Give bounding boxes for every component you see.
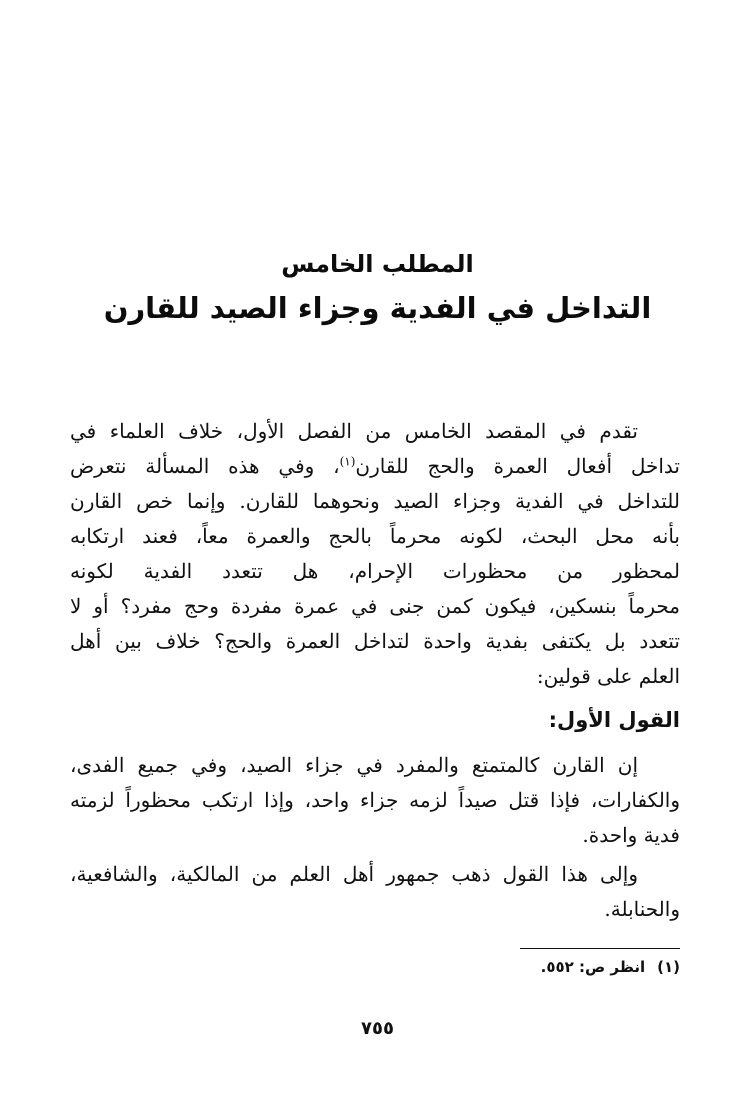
line-part: تداخل أفعال العمرة والحج للقارن — [355, 454, 680, 478]
line-part: ، وفي هذه المسألة نتعرض — [70, 454, 340, 478]
paragraph-line: فدية واحدة. — [582, 823, 680, 847]
paragraph-line: وإلى هذا القول ذهب جمهور أهل العلم من المالكية، والشافعية، — [70, 862, 638, 886]
paragraph-line: والكفارات، فإذا قتل صيداً لزمه جزاء واحد، وإذا ارتكب محظوراً لزمته — [70, 788, 680, 812]
footnote-marker[interactable]: (١) — [339, 454, 356, 469]
subject-title: التداخل في الفدية وجزاء الصيد للقارن — [103, 291, 652, 325]
paragraph-line: إن القارن كالمتمتع والمفرد في جزاء الصيد، وفي جميع الفدى، — [70, 753, 638, 777]
paragraph-line: العلم على قولين: — [536, 664, 680, 688]
majority-opinion-paragraph — [70, 857, 680, 927]
paragraph-line — [70, 449, 680, 484]
paragraph-line: لمحظور من محظورات الإحرام، هل تتعدد الفدية لكونه — [70, 559, 680, 583]
first-opinion-paragraph — [70, 748, 680, 853]
paragraph-line: للتداخل في الفدية وجزاء الصيد ونحوهما للقارن. وإنما خص القارن — [70, 489, 680, 513]
intro-paragraph — [70, 414, 680, 694]
footnote-number: (١) — [657, 958, 680, 976]
section-title: المطلب الخامس — [281, 250, 474, 278]
paragraph-line: بأنه محل البحث، لكونه محرماً بالحج والعمرة معاً، فعند ارتكابه — [70, 524, 680, 548]
paragraph-line: والحنابلة. — [604, 897, 680, 921]
first-opinion-heading: القول الأول: — [548, 708, 680, 732]
paragraph-line: تقدم في المقصد الخامس من الفصل الأول، خلاف العلماء في — [70, 419, 638, 443]
paragraph-line: محرماً بنسكين، فيكون كمن جنى في عمرة مفردة وحج مفرد؟ أو لا — [70, 594, 680, 618]
page-number: ٧٥٥ — [361, 1018, 394, 1039]
paragraph-line: تتعدد بل يكتفى بفدية واحدة لتداخل العمرة والحج؟ خلاف بين أهل — [70, 629, 680, 653]
footnote-text: انظر ص: ٥٥٢. — [540, 958, 646, 976]
footnote — [70, 958, 680, 976]
footnote-separator — [520, 948, 680, 949]
